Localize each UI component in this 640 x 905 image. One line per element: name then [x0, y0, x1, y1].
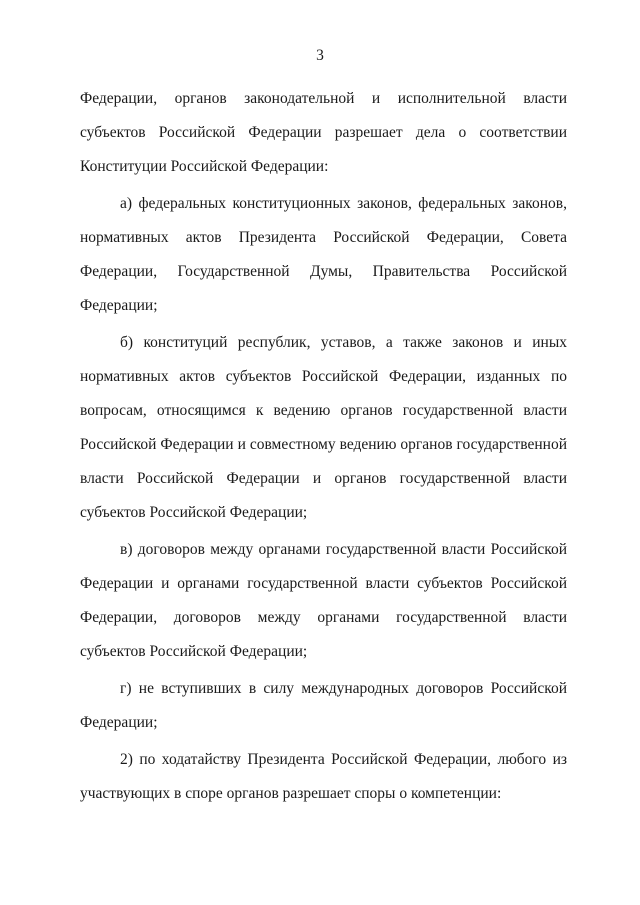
- paragraph-item-b: б) конституций республик, уставов, а также законов и иных нормативных актов субъектов Российской Федерации, изданных по вопросам, относящимся к ведению органов государственной власти Российской Федерации и совместному ведению органов государственной власти Российской Федерации и органов государственной власти субъектов Российской Федерации;: [80, 334, 567, 521]
- page-number: 3: [316, 47, 324, 64]
- paragraph-item-v: в) договоров между органами государственной власти Российской Федерации и органами государственной власти субъектов Российской Федерации, договоров между органами государственной власти субъектов Российской Федерации;: [80, 541, 567, 660]
- paragraph-item-a: а) федеральных конституционных законов, федеральных законов, нормативных актов Президента Российской Федерации, Совета Федерации, Государственной Думы, Правительства Российской Федерации;: [80, 195, 567, 314]
- paragraph-item-2: 2) по ходатайству Президента Российской Федерации, любого из участвующих в споре органов разрешает споры о компетенции:: [80, 751, 567, 802]
- paragraph-intro: Федерации, органов законодательной и исполнительной власти субъектов Российской Федерации разрешает дела о соответствии Конституции Российской Федерации:: [80, 90, 567, 175]
- paragraph-item-g: г) не вступивших в силу международных договоров Российской Федерации;: [80, 680, 567, 731]
- document-body: [80, 82, 567, 814]
